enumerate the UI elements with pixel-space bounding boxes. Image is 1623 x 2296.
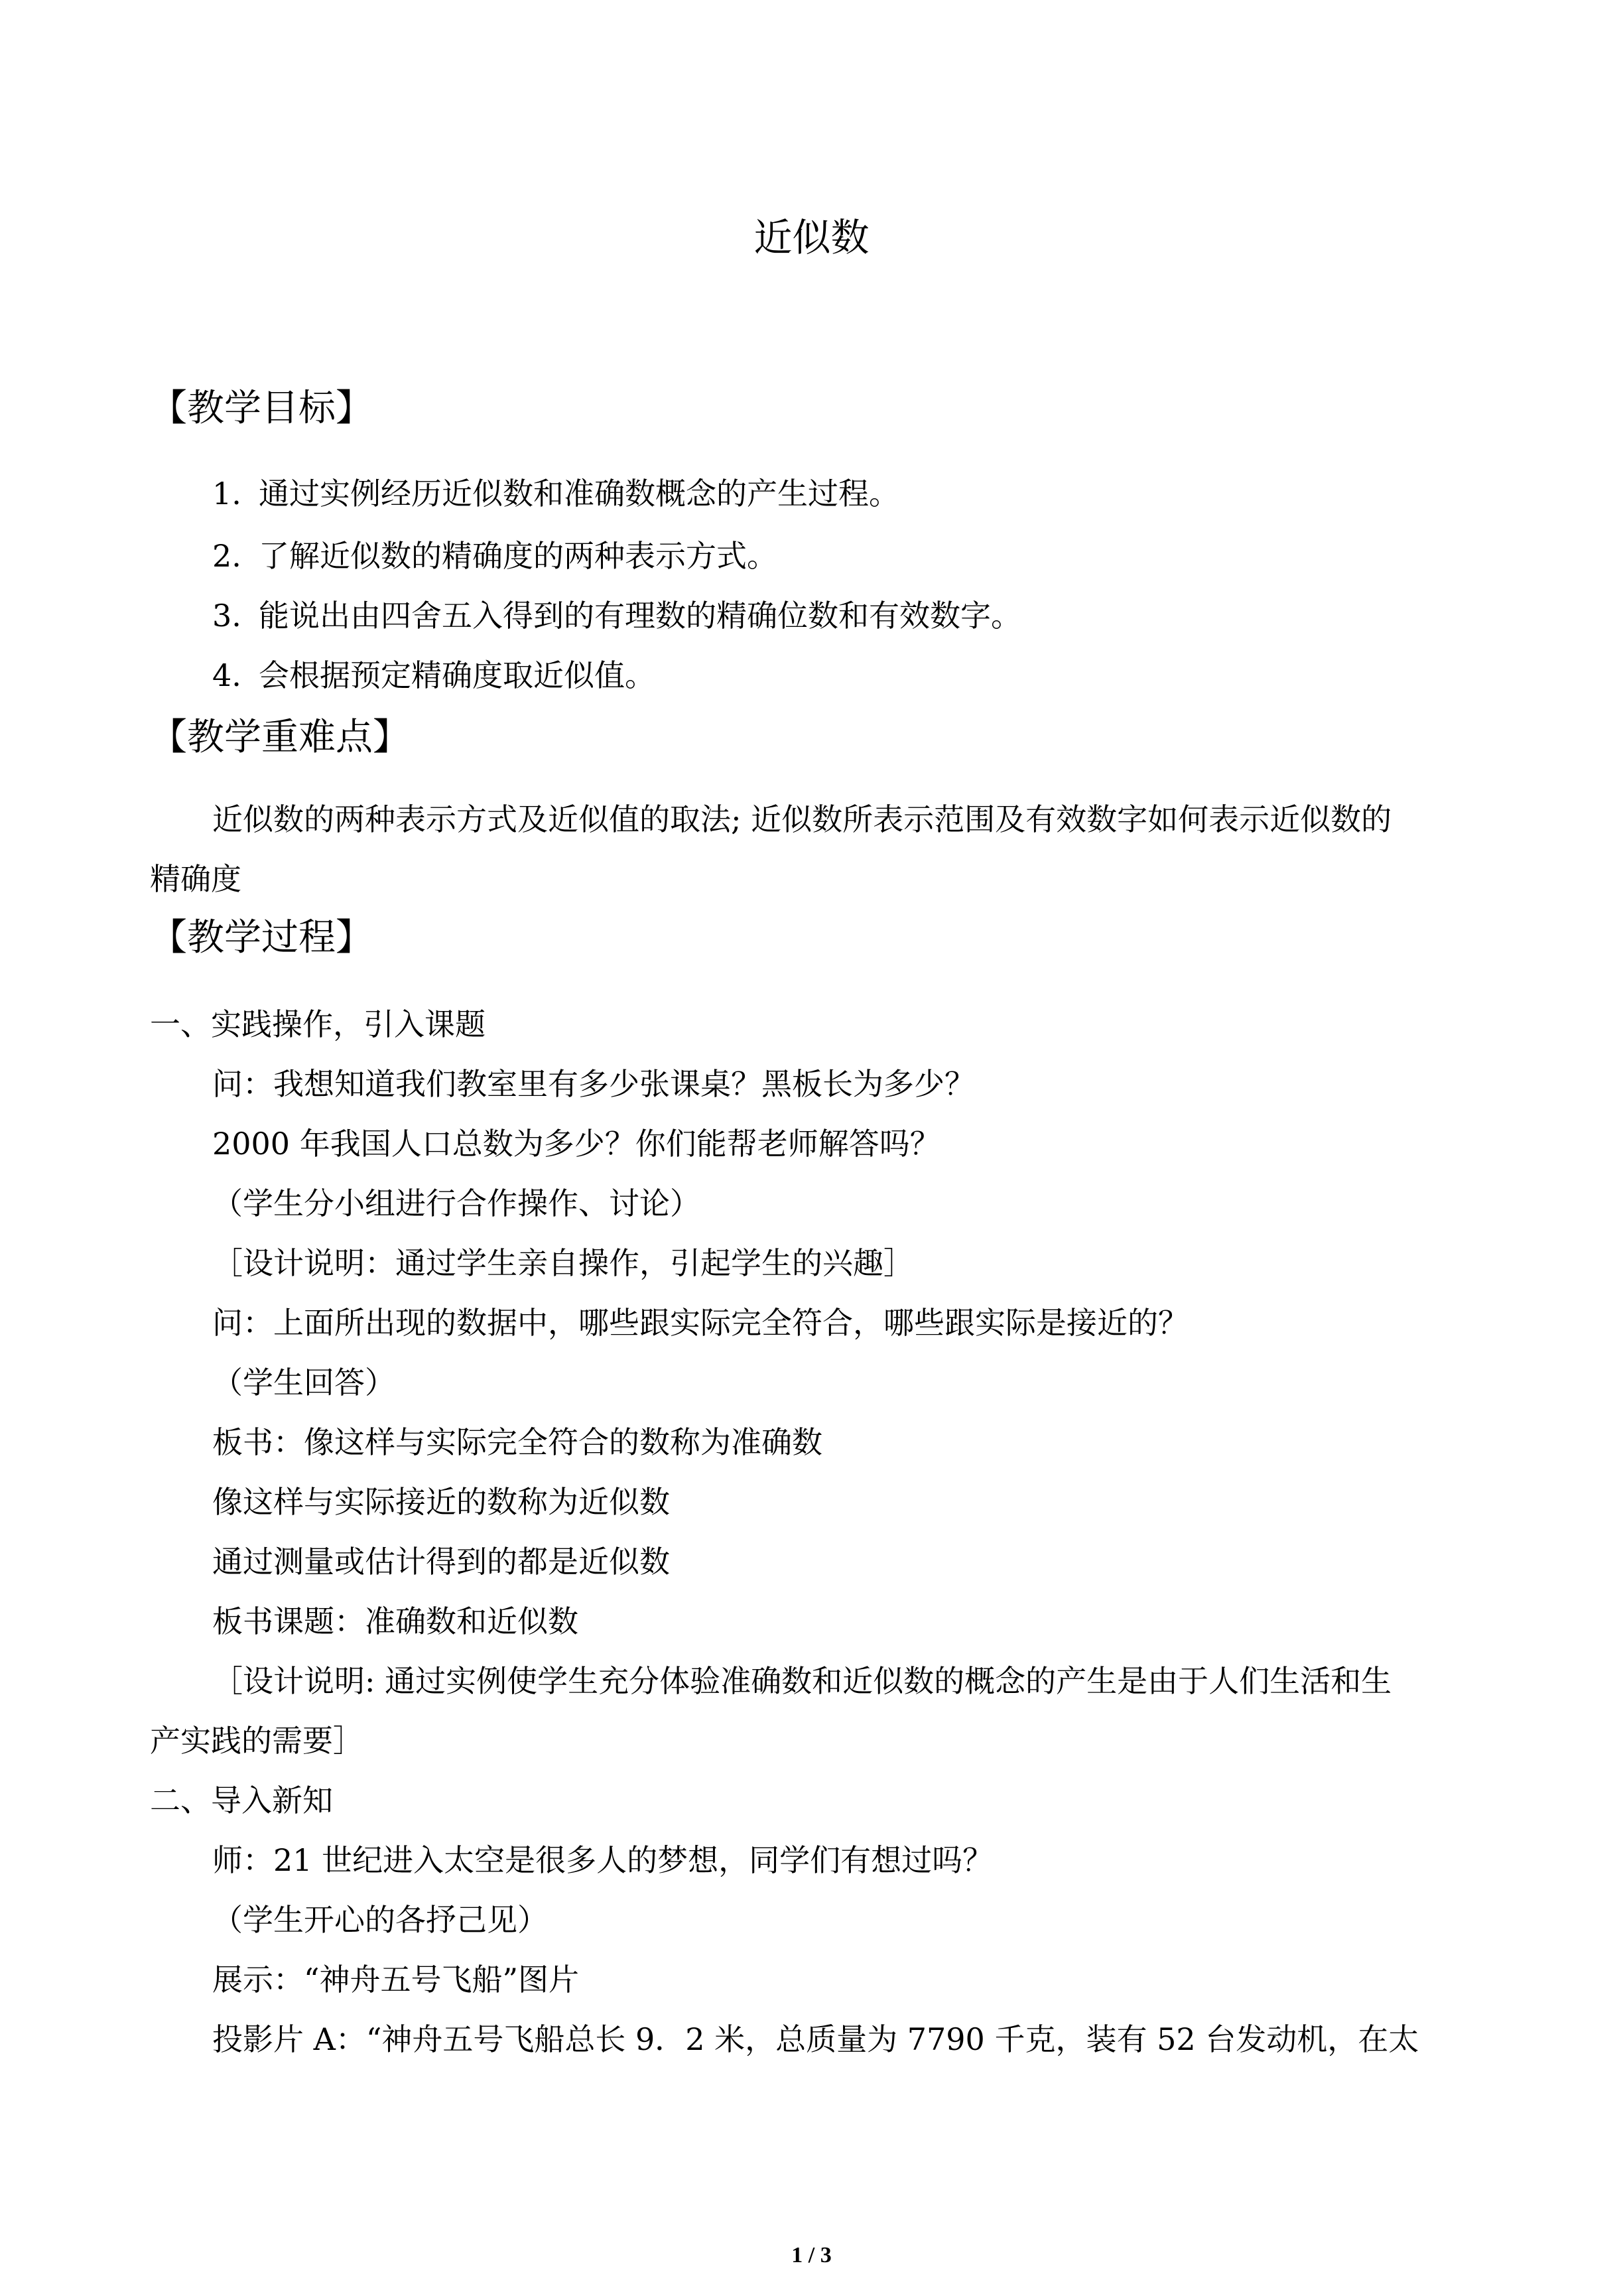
paragraph: 板书课题：准确数和近似数 [212,1603,578,1639]
section-title-part2: 二、导入新知 [150,1783,333,1818]
paragraph: 投影片 A：“神舟五号飞船总长 9．2 米，总质量为 7790 千克，装有 52 台发动机，在太 [212,2021,1419,2057]
keypoints-heading: 【教学重难点】 [150,716,410,759]
list-item [212,536,777,576]
paragraph: 产实践的需要］ [150,1723,363,1759]
paragraph: 2000 年我国人口总数为多少？你们能帮老师解答吗？ [212,1126,941,1162]
page-number: 1 / 3 [791,2243,832,2267]
list-item-text: 了解近似数的精确度的两种表示方式。 [259,538,777,574]
paragraph: ［设计说明：通过学生亲自操作，引起学生的兴趣］ [212,1245,914,1281]
paragraph: 师：21 世纪进入太空是很多人的梦想，同学们有想过吗？ [212,1842,994,1878]
page-title: 近似数 [753,215,870,260]
list-item [212,474,899,513]
paragraph: （学生分小组进行合作操作、讨论） [212,1185,700,1221]
paragraph: 通过测量或估计得到的都是近似数 [212,1544,670,1580]
list-item-number: 1. [212,476,241,511]
list-item-text: 通过实例经历近似数和准确数概念的产生过程。 [259,476,899,511]
paragraph: （学生回答） [212,1365,395,1400]
section-title-part1: 一、实践操作，引入课题 [150,1006,486,1042]
keypoints-text-line1: 近似数的两种表示方式及近似值的取法; 近似数所表示范围及有效数字如何表示近似数的 [212,801,1392,837]
list-item-text: 能说出由四舍五入得到的有理数的精确位数和有效数字。 [259,598,1021,634]
paragraph: 板书：像这样与实际完全符合的数称为准确数 [212,1424,822,1460]
paragraph: 问：上面所出现的数据中，哪些跟实际完全符合，哪些跟实际是接近的？ [212,1305,1189,1341]
paragraph: 展示：“神舟五号飞船”图片 [212,1962,580,1997]
paragraph: 问：我想知道我们教室里有多少张课桌？黑板长为多少？ [212,1066,975,1102]
list-item [212,596,1021,636]
list-item [212,655,655,695]
list-item-number: 3. [212,598,241,634]
list-item-text: 会根据预定精确度取近似值。 [259,657,655,693]
list-item-number: 4. [212,657,241,693]
goals-heading: 【教学目标】 [150,387,373,430]
paragraph: 像这样与实际接近的数称为近似数 [212,1484,670,1520]
list-item-number: 2. [212,538,241,574]
paragraph: （学生开心的各抒己见） [212,1902,548,1938]
process-heading: 【教学过程】 [150,916,373,959]
keypoints-text-line2: 精确度 [150,861,241,897]
paragraph: ［设计说明: 通过实例使学生充分体验准确数和近似数的概念的产生是由于人们生活和生 [212,1663,1392,1699]
